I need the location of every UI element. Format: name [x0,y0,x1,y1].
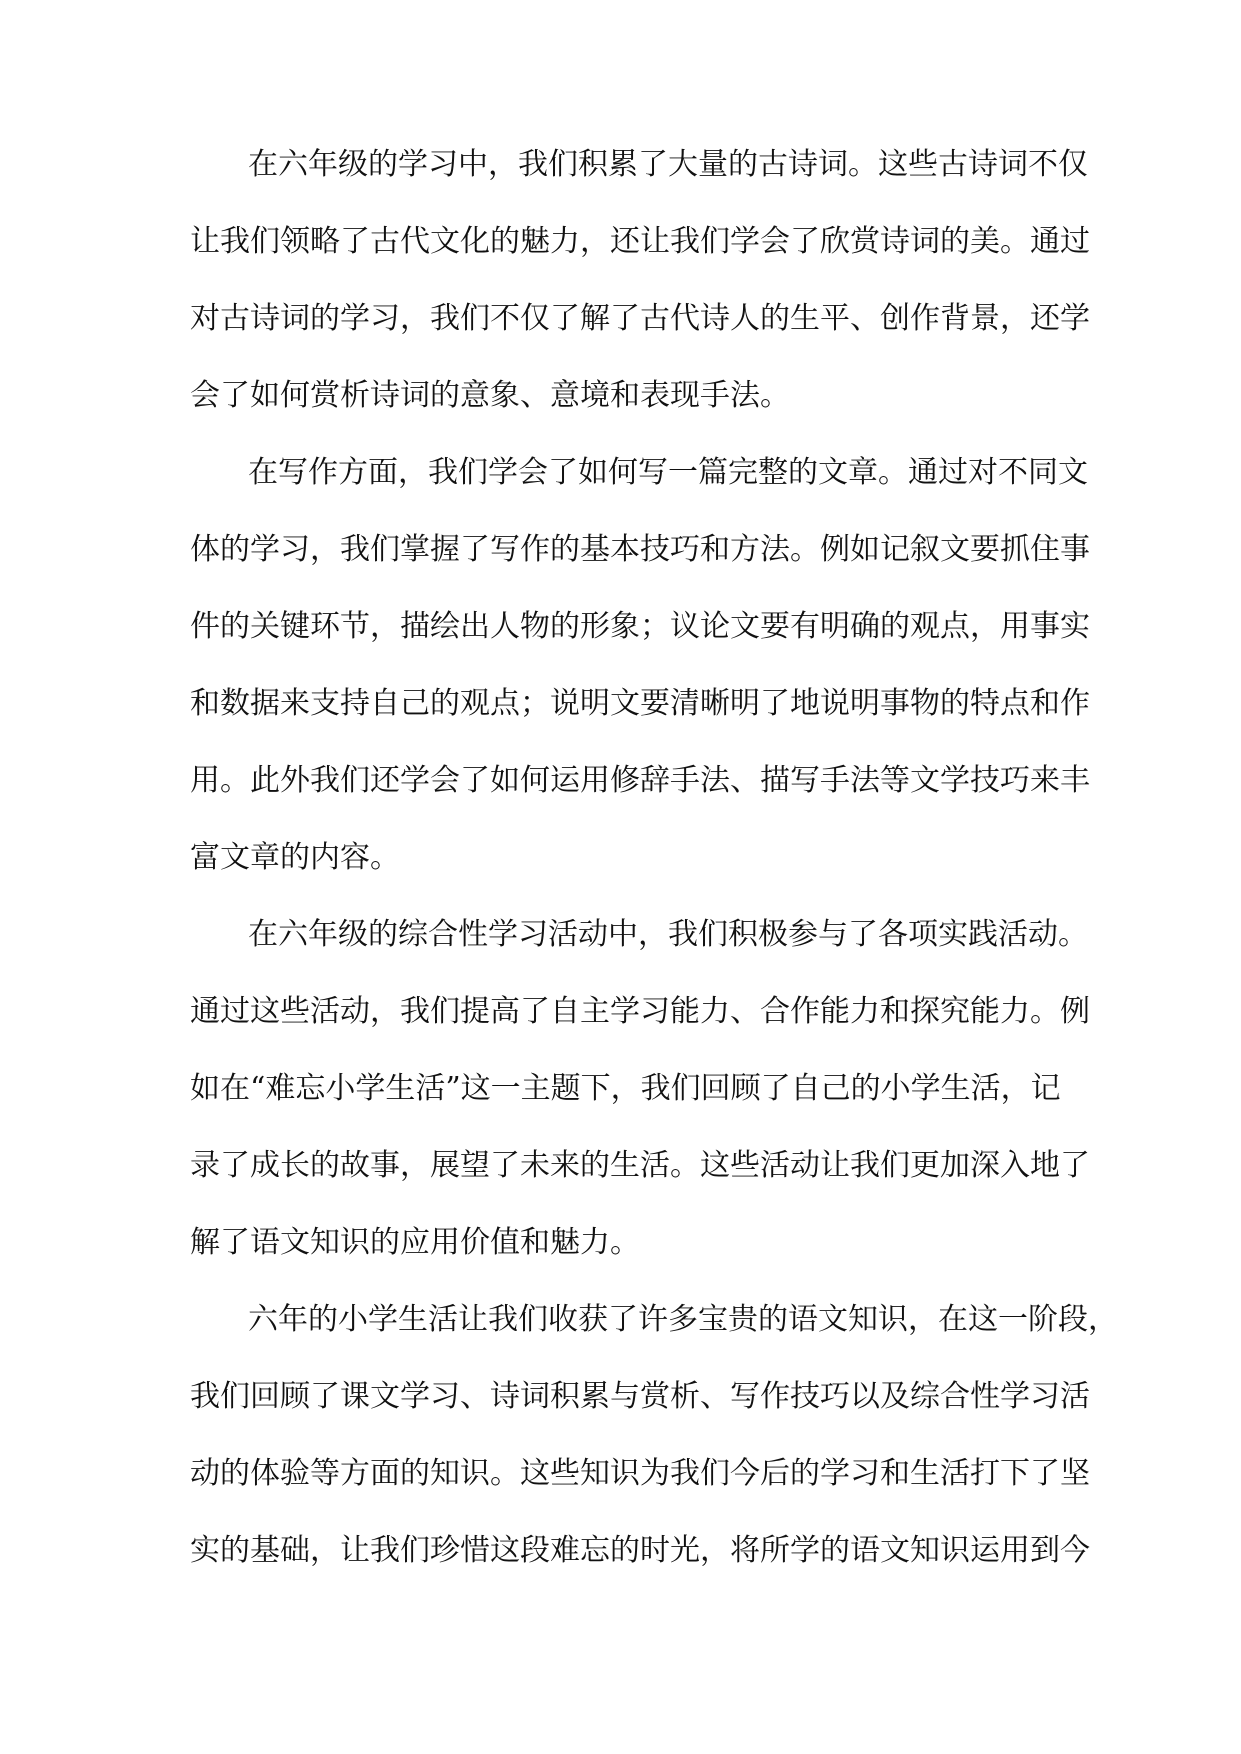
paragraph-3-line-4: 录了成长的故事，展望了未来的生活。这些活动让我们更加深入地了 [190,1148,1090,1183]
paragraph-3-line-3: 如在“难忘小学生活”这一主题下，我们回顾了自己的小学生活，记 [190,1071,1061,1106]
document-body [190,145,1118,1608]
paragraph-1-line-2: 让我们领略了古代文化的魅力，还让我们学会了欣赏诗词的美。通过 [190,224,1090,259]
paragraph-2-line-6: 富文章的内容。 [190,840,400,875]
paragraph-2-line-5: 用。此外我们还学会了如何运用修辞手法、描写手法等文学技巧来丰 [190,763,1090,798]
paragraph-4-line-4: 实的基础，让我们珍惜这段难忘的时光，将所学的语文知识运用到今 [190,1533,1090,1568]
paragraph-2-line-2: 体的学习，我们掌握了写作的基本技巧和方法。例如记叙文要抓住事 [190,532,1090,567]
paragraph-4-line-3: 动的体验等方面的知识。这些知识为我们今后的学习和生活打下了坚 [190,1456,1090,1491]
paragraph-1-line-3: 对古诗词的学习，我们不仅了解了古代诗人的生平、创作背景，还学 [190,301,1090,336]
paragraph-3-line-2: 通过这些活动，我们提高了自主学习能力、合作能力和探究能力。例 [190,994,1090,1029]
paragraph-2-line-1: 在写作方面，我们学会了如何写一篇完整的文章。通过对不同文 [248,455,1088,490]
paragraph-2-line-4: 和数据来支持自己的观点；说明文要清晰明了地说明事物的特点和作 [190,686,1090,721]
paragraph-2-line-3: 件的关键环节，描绘出人物的形象；议论文要有明确的观点，用事实 [190,609,1090,644]
paragraph-3-line-1: 在六年级的综合性学习活动中，我们积极参与了各项实践活动。 [248,917,1088,952]
paragraph-4-line-2: 我们回顾了课文学习、诗词积累与赏析、写作技巧以及综合性学习活 [190,1379,1090,1414]
paragraph-3-line-5: 解了语文知识的应用价值和魅力。 [190,1225,640,1260]
paragraph-4-line-1: 六年的小学生活让我们收获了许多宝贵的语文知识，在这一阶段， [248,1302,1118,1337]
paragraph-1-line-4: 会了如何赏析诗词的意象、意境和表现手法。 [190,378,790,413]
paragraph-1-line-1: 在六年级的学习中，我们积累了大量的古诗词。这些古诗词不仅 [248,147,1088,182]
